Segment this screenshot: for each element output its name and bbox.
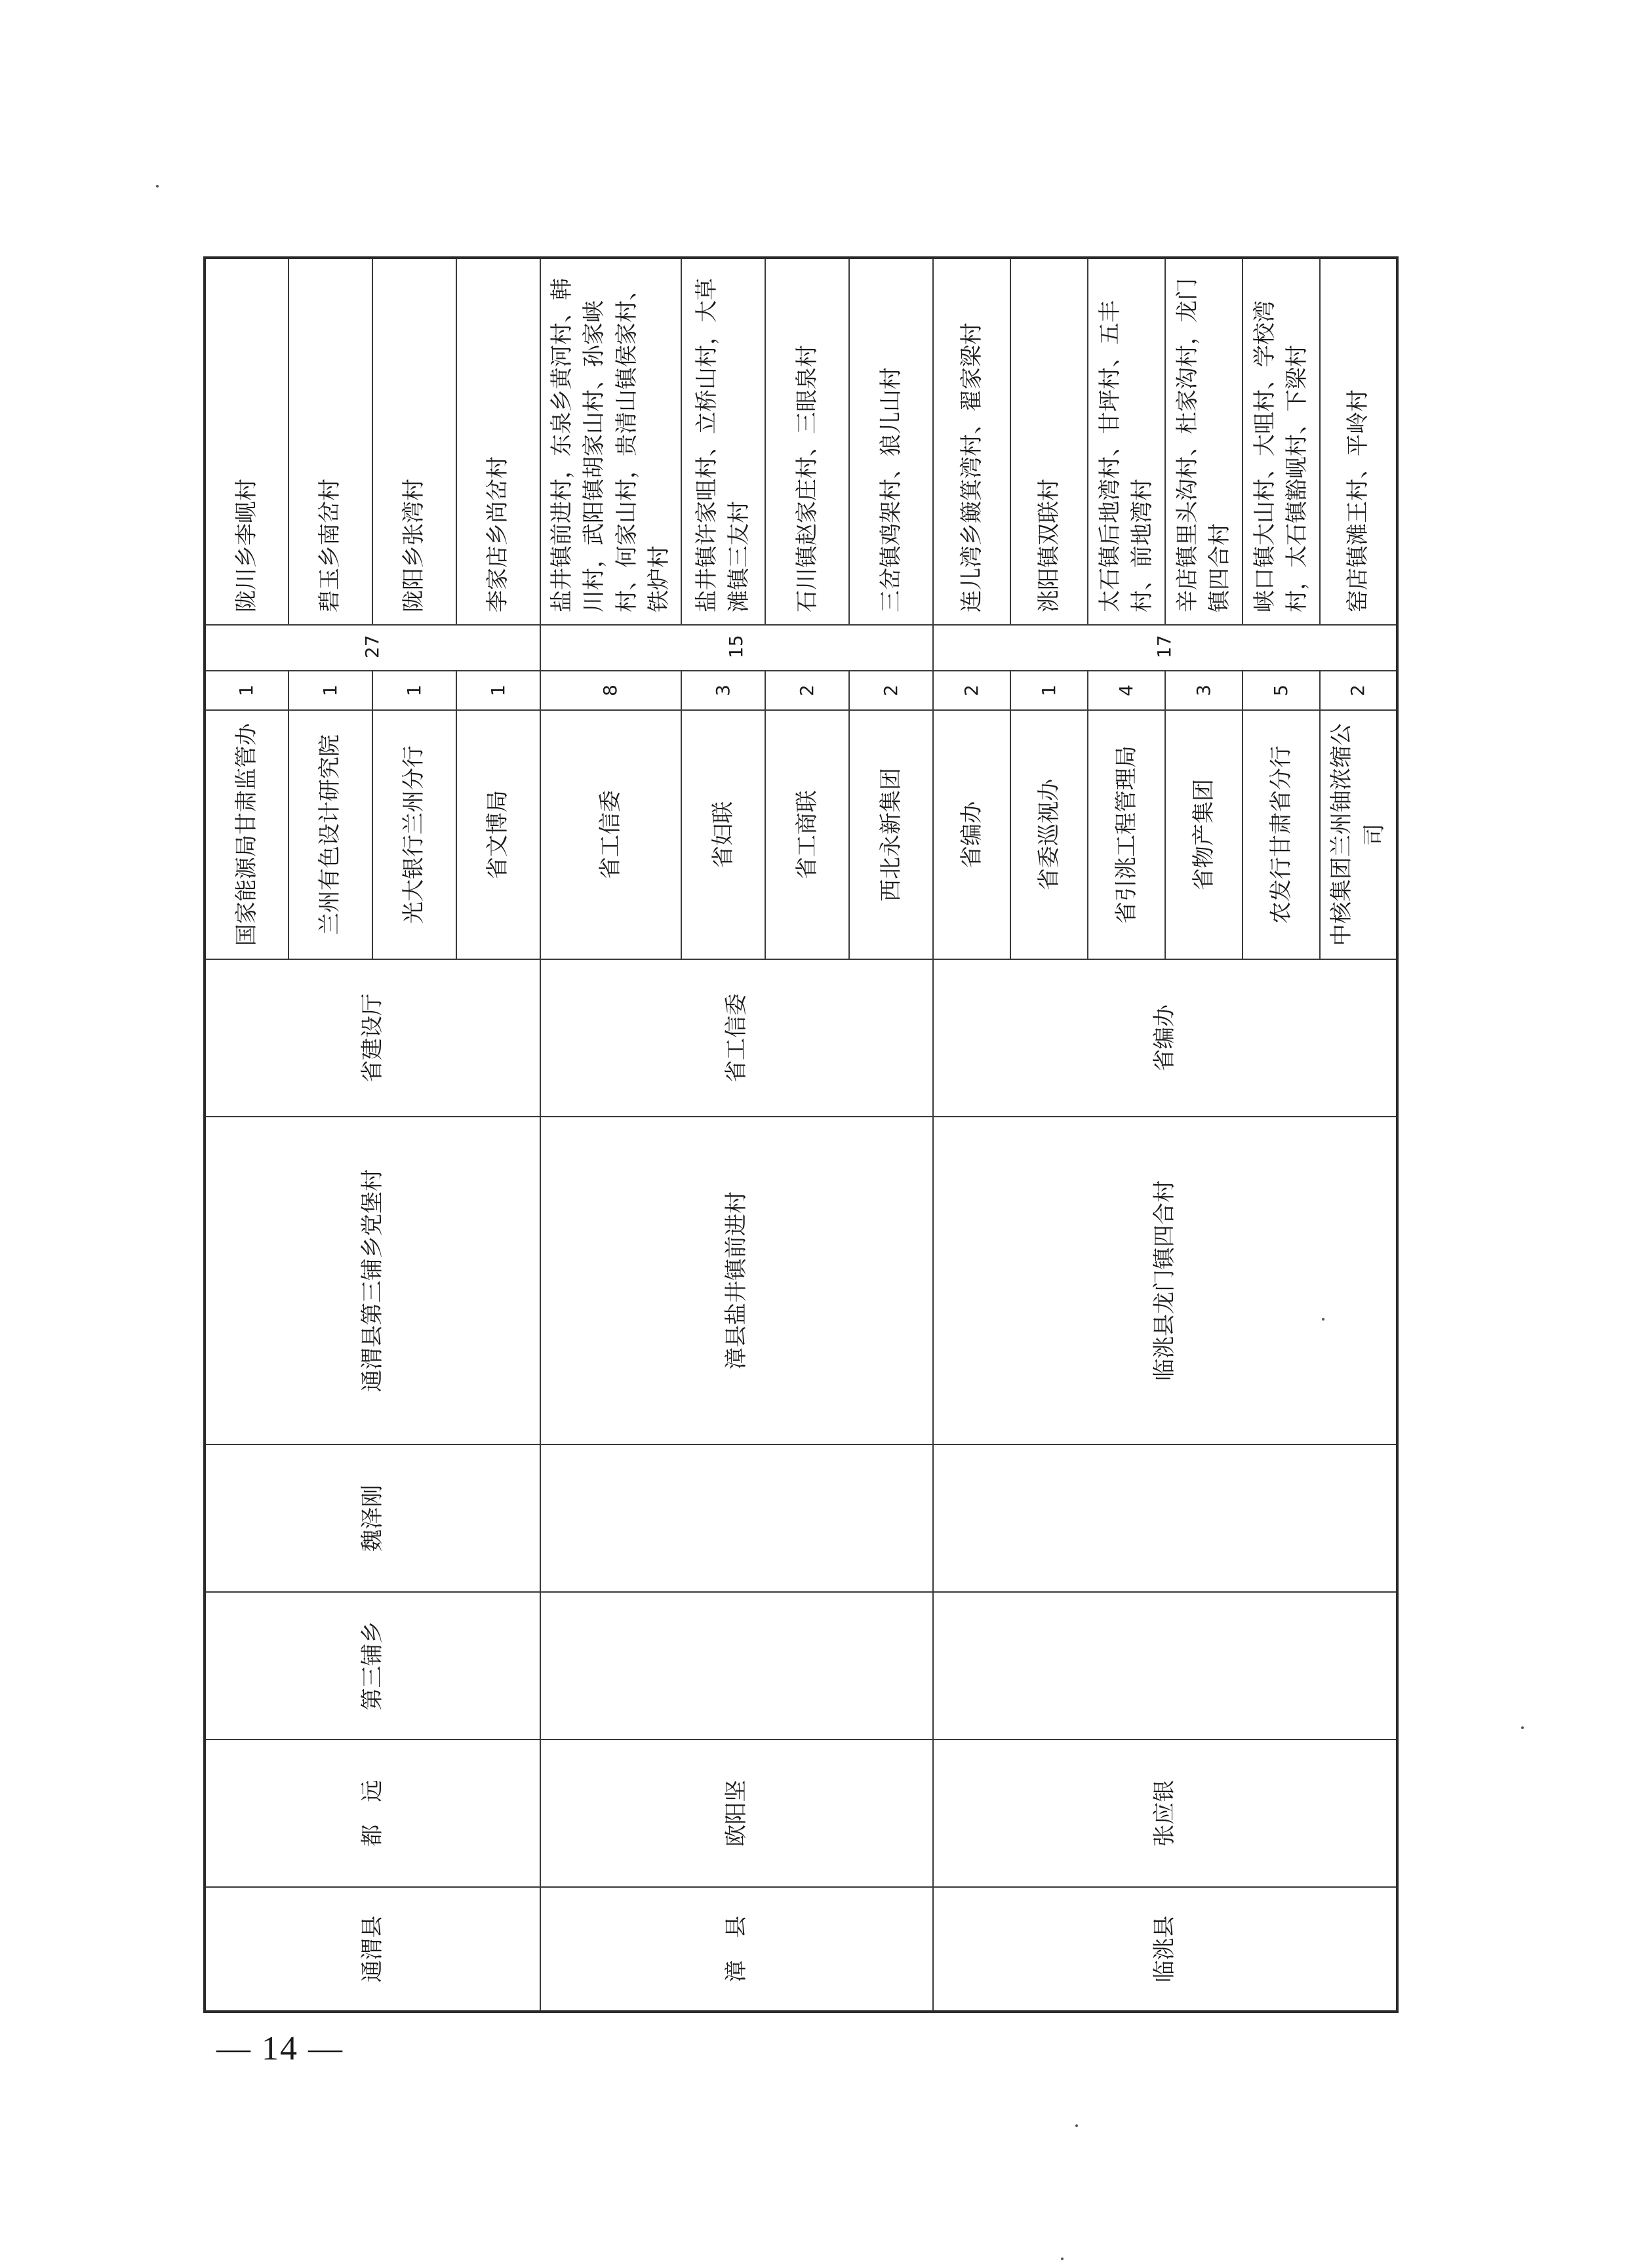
assigned-villages-cell: 陇川乡李岘村 xyxy=(205,258,289,625)
leader-cell: 张应银 xyxy=(933,1740,1397,1887)
leader-cell: 都 远 xyxy=(205,1740,540,1887)
unit-count-cell: 2 xyxy=(933,671,1010,710)
unit-name-cell: 省工商联 xyxy=(765,710,849,959)
unit-count-cell: 8 xyxy=(540,671,681,710)
scan-speck xyxy=(1521,1726,1524,1729)
unit-count-cell: 1 xyxy=(456,671,540,710)
unit-count-cell: 1 xyxy=(372,671,456,710)
county-cell: 通渭县 xyxy=(205,1887,540,2012)
unit-count-cell: 2 xyxy=(765,671,849,710)
unit-name-cell: 省物产集团 xyxy=(1165,710,1243,959)
unit-count-cell: 4 xyxy=(1088,671,1165,710)
assigned-villages-cell: 窑店镇滩王村、平岭村 xyxy=(1320,258,1397,625)
unit-name-cell: 省妇联 xyxy=(681,710,765,959)
lead-unit-cell: 省编办 xyxy=(933,959,1397,1117)
lead-unit-cell: 省工信委 xyxy=(540,959,933,1117)
unit-count-cell: 5 xyxy=(1243,671,1320,710)
table-body xyxy=(205,258,1397,2012)
unit-count-cell: 1 xyxy=(205,671,289,710)
unit-name-cell: 光大银行兰州分行 xyxy=(372,710,456,959)
cadre-cell xyxy=(933,1444,1397,1592)
assigned-villages-cell: 太石镇后地湾村、甘坪村、五丰村、前地湾村 xyxy=(1088,258,1165,625)
unit-name-cell: 省编办 xyxy=(933,710,1010,959)
unit-name-cell: 省委巡视办 xyxy=(1010,710,1088,959)
scan-speck xyxy=(1322,1318,1324,1321)
assigned-villages-cell: 盐井镇许家咀村、立桥山村，大草滩镇三友村 xyxy=(681,258,765,625)
assignment-table xyxy=(203,256,1399,2013)
unit-name-cell: 兰州有色设计研究院 xyxy=(289,710,372,959)
unit-name-cell: 西北永新集团 xyxy=(849,710,933,959)
assigned-villages-cell: 李家店乡尚岔村 xyxy=(456,258,540,625)
township-cell: 第三铺乡 xyxy=(205,1592,540,1740)
unit-count-cell: 3 xyxy=(1165,671,1243,710)
cadre-cell xyxy=(540,1444,933,1592)
assigned-villages-cell: 连儿湾乡簸箕湾村、翟家梁村 xyxy=(933,258,1010,625)
unit-count-cell: 2 xyxy=(1320,671,1397,710)
unit-name-cell: 省工信委 xyxy=(540,710,681,959)
cadre-cell: 魏泽刚 xyxy=(205,1444,540,1592)
page-number: — 14 — xyxy=(216,2030,344,2067)
unit-name-cell: 省文博局 xyxy=(456,710,540,959)
table-row xyxy=(540,258,681,2012)
unit-count-cell: 3 xyxy=(681,671,765,710)
leader-cell: 欧阳坚 xyxy=(540,1740,933,1887)
assigned-villages-cell: 石川镇赵家庄村、三眼泉村 xyxy=(765,258,849,625)
lead-unit-cell: 省建设厅 xyxy=(205,959,540,1117)
township-cell xyxy=(933,1592,1397,1740)
assigned-villages-cell: 盐井镇前进村，东泉乡黄河村、韩川村，武阳镇胡家山村、孙家峡村、何家山村，贵清山镇侯家村、铁炉村 xyxy=(540,258,681,625)
table-row xyxy=(205,258,289,2012)
unit-name-cell: 中核集团兰州铀浓缩公司 xyxy=(1320,710,1397,959)
scan-speck xyxy=(156,185,159,188)
county-cell: 临洮县 xyxy=(933,1887,1397,2012)
contact-village-cell: 临洮县龙门镇四合村 xyxy=(933,1117,1397,1444)
assigned-villages-cell: 碧玉乡南岔村 xyxy=(289,258,372,625)
unit-name-cell: 国家能源局甘肃监管办 xyxy=(205,710,289,959)
assigned-villages-cell: 三岔镇鸡架村、狼儿山村 xyxy=(849,258,933,625)
unit-count-cell: 1 xyxy=(289,671,372,710)
unit-name-cell: 省引洮工程管理局 xyxy=(1088,710,1165,959)
table-row xyxy=(933,258,1010,2012)
rotated-table-wrapper xyxy=(203,259,1387,2013)
assigned-villages-cell: 峡口镇大山村、大咀村、学校湾村，太石镇豁岘村、下梁村 xyxy=(1243,258,1320,625)
total-count-cell: 27 xyxy=(205,625,540,671)
township-cell xyxy=(540,1592,933,1740)
contact-village-cell: 通渭县第三铺乡党堡村 xyxy=(205,1117,540,1444)
scan-speck xyxy=(1061,2258,1064,2260)
county-cell: 漳 县 xyxy=(540,1887,933,2012)
scan-speck xyxy=(1075,2124,1078,2127)
assigned-villages-cell: 辛店镇里头沟村、杜家沟村，龙门镇四合村 xyxy=(1165,258,1243,625)
assigned-villages-cell: 洮阳镇双联村 xyxy=(1010,258,1088,625)
total-count-cell: 17 xyxy=(933,625,1397,671)
unit-name-cell: 农发行甘肃省分行 xyxy=(1243,710,1320,959)
unit-count-cell: 1 xyxy=(1010,671,1088,710)
assigned-villages-cell: 陇阳乡张湾村 xyxy=(372,258,456,625)
unit-count-cell: 2 xyxy=(849,671,933,710)
total-count-cell: 15 xyxy=(540,625,933,671)
contact-village-cell: 漳县盐井镇前进村 xyxy=(540,1117,933,1444)
